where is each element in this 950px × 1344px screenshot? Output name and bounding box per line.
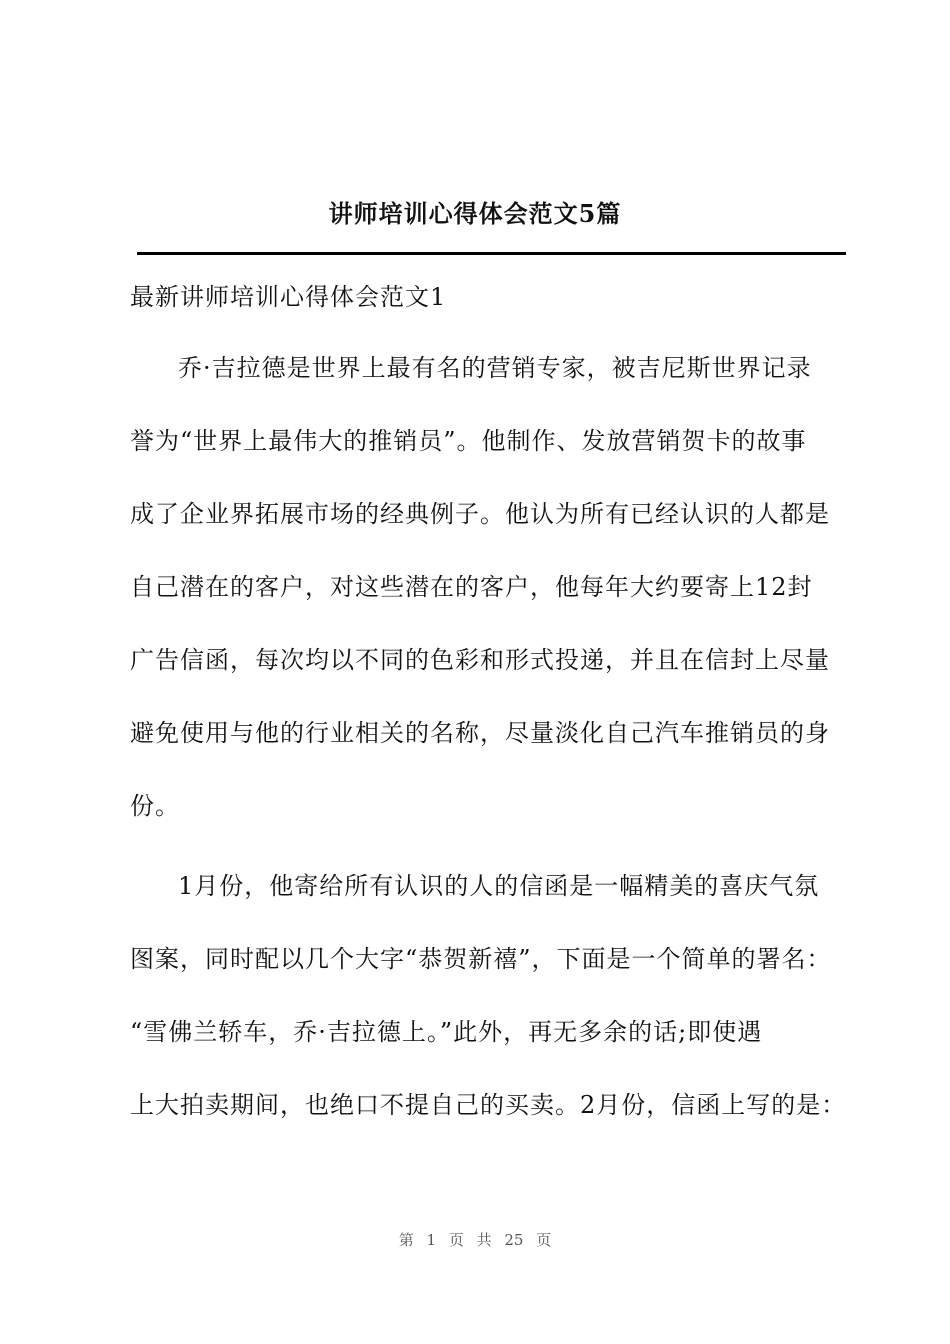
paragraph-line: 誉为“世界上最伟大的推销员”。他制作、发放营销贺卡的故事 (130, 427, 807, 455)
paragraph-line: 图案，同时配以几个大字“恭贺新禧”，下面是一个简单的署名： (130, 945, 832, 973)
document-title: 讲师培训心得体会范文5篇 (328, 199, 622, 228)
paragraph-line: 份。 (130, 792, 180, 820)
paragraph-line: 成了企业界拓展市场的经典例子。他认为所有已经认识的人都是 (130, 500, 830, 528)
paragraph-line: 乔·吉拉德是世界上最有名的营销专家，被吉尼斯世界记录 (178, 354, 812, 382)
section-heading: 最新讲师培训心得体会范文1 (130, 283, 447, 311)
paragraph-line: 上大拍卖期间，也绝口不提自己的买卖。2月份，信函上写的是： (130, 1091, 847, 1119)
paragraph-line: “雪佛兰轿车，乔·吉拉德上。”此外，再无多余的话;即使遇 (130, 1018, 763, 1046)
paragraph-line: 广告信函，每次均以不同的色彩和形式投递，并且在信封上尽量 (130, 646, 830, 674)
title-underline (137, 252, 846, 255)
paragraph-line: 自己潜在的客户，对这些潜在的客户，他每年大约要寄上12封 (130, 573, 813, 601)
paragraph-line: 避免使用与他的行业相关的名称，尽量淡化自己汽车推销员的身 (130, 719, 830, 747)
page-number-footer: 第 1 页 共 25 页 (398, 1231, 552, 1249)
paragraph-line: 1月份，他寄给所有认识的人的信函是一幅精美的喜庆气氛 (178, 872, 820, 900)
